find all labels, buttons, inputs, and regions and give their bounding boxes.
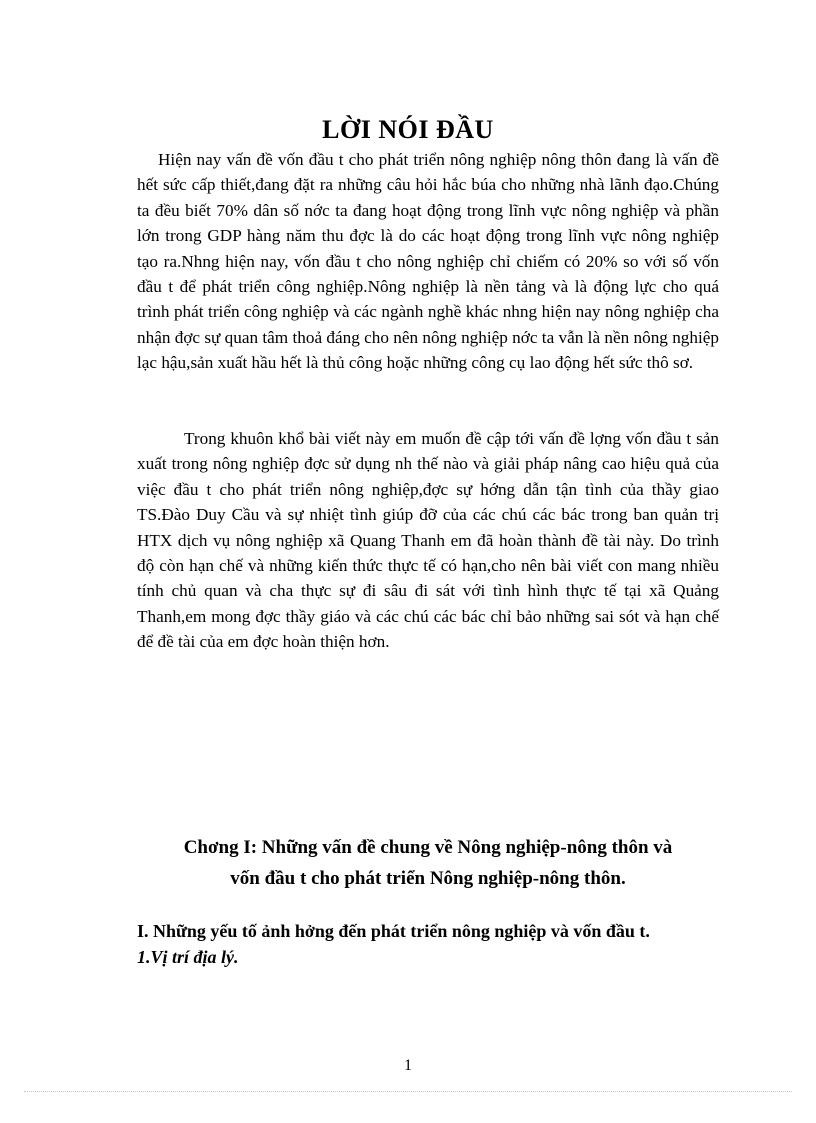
subsection-heading: 1.Vị trí địa lý.	[137, 947, 239, 967]
chapter-heading-line-2: vốn đầu t cho phát triển Nông nghiệp-nông thôn.	[230, 868, 626, 889]
page-number: 1	[404, 1057, 412, 1074]
page-title: LỜI NÓI ĐẦU	[322, 115, 494, 144]
chapter-heading-line-1: Chơng I: Những vấn đề chung về Nông nghiệp-nông thôn và	[183, 837, 673, 858]
intro-paragraph-2: Trong khuôn khổ bài viết này em muốn đề cập tới vấn đề lợng vốn đầu t sản xuất trong nông nghiệp đợc sử dụng nh thế nào và giải pháp nâng cao hiệu quả của việc đầu t cho phát triển nông nghiệp,đợc sự hớng dẫn tận tình của thầy giao TS.Đào Duy Cầu và sự nhiệt tình giúp đỡ của các chú các bác trong ban quản trị HTX dịch vụ nông nghiệp xã Quang Thanh em đã hoàn thành đề tài này. Do trình độ còn hạn chế và những kiến thức thực tế có hạn,cho nên bài viết con mang nhiều tính chủ quan và cha thực sự đi sâu đi sát với tình hình thực tế tại xã Quảng Thanh,em mong đợc thầy giáo và các chú các bác chỉ bảo những sai sót và hạn chế để đề tài của em đợc hoàn thiện hơn.	[137, 429, 719, 652]
chapter-heading	[120, 832, 736, 894]
section-heading: I. Những yếu tố ảnh hởng đến phát triển nông nghiệp và vốn đầu t.	[137, 921, 650, 941]
intro-paragraph-1: Hiện nay vấn đề vốn đầu t cho phát triển nông nghiệp nông thôn đang là vấn đề hết sức cấp thiết,đang đặt ra những câu hỏi hắc búa cho những nhà lãnh đạo.Chúng ta đều biết 70% dân số nớc ta đang hoạt động trong lĩnh vực nông nghiệp và phần lớn trong GDP hàng năm thu đợc là do các hoạt động trong lĩnh vực nông nghiệp tạo ra.Nhng hiện nay, vốn đầu t cho nông nghiệp chỉ chiếm có 20% so với số vốn đầu t để phát triển công nghiệp.Nông nghiệp là nền tảng và là động lực cho quá trình phát triển công nghiệp và các ngành nghề khác nhng hiện nay nông nghiệp cha nhận đợc sự quan tâm thoả đáng cho nên nông nghiệp nớc ta vẫn là nền nông nghiệp lạc hậu,sản xuất hầu hết là thủ công hoặc những công cụ lao động hết sức thô sơ.	[137, 150, 719, 373]
page-bottom-divider	[24, 1091, 792, 1092]
